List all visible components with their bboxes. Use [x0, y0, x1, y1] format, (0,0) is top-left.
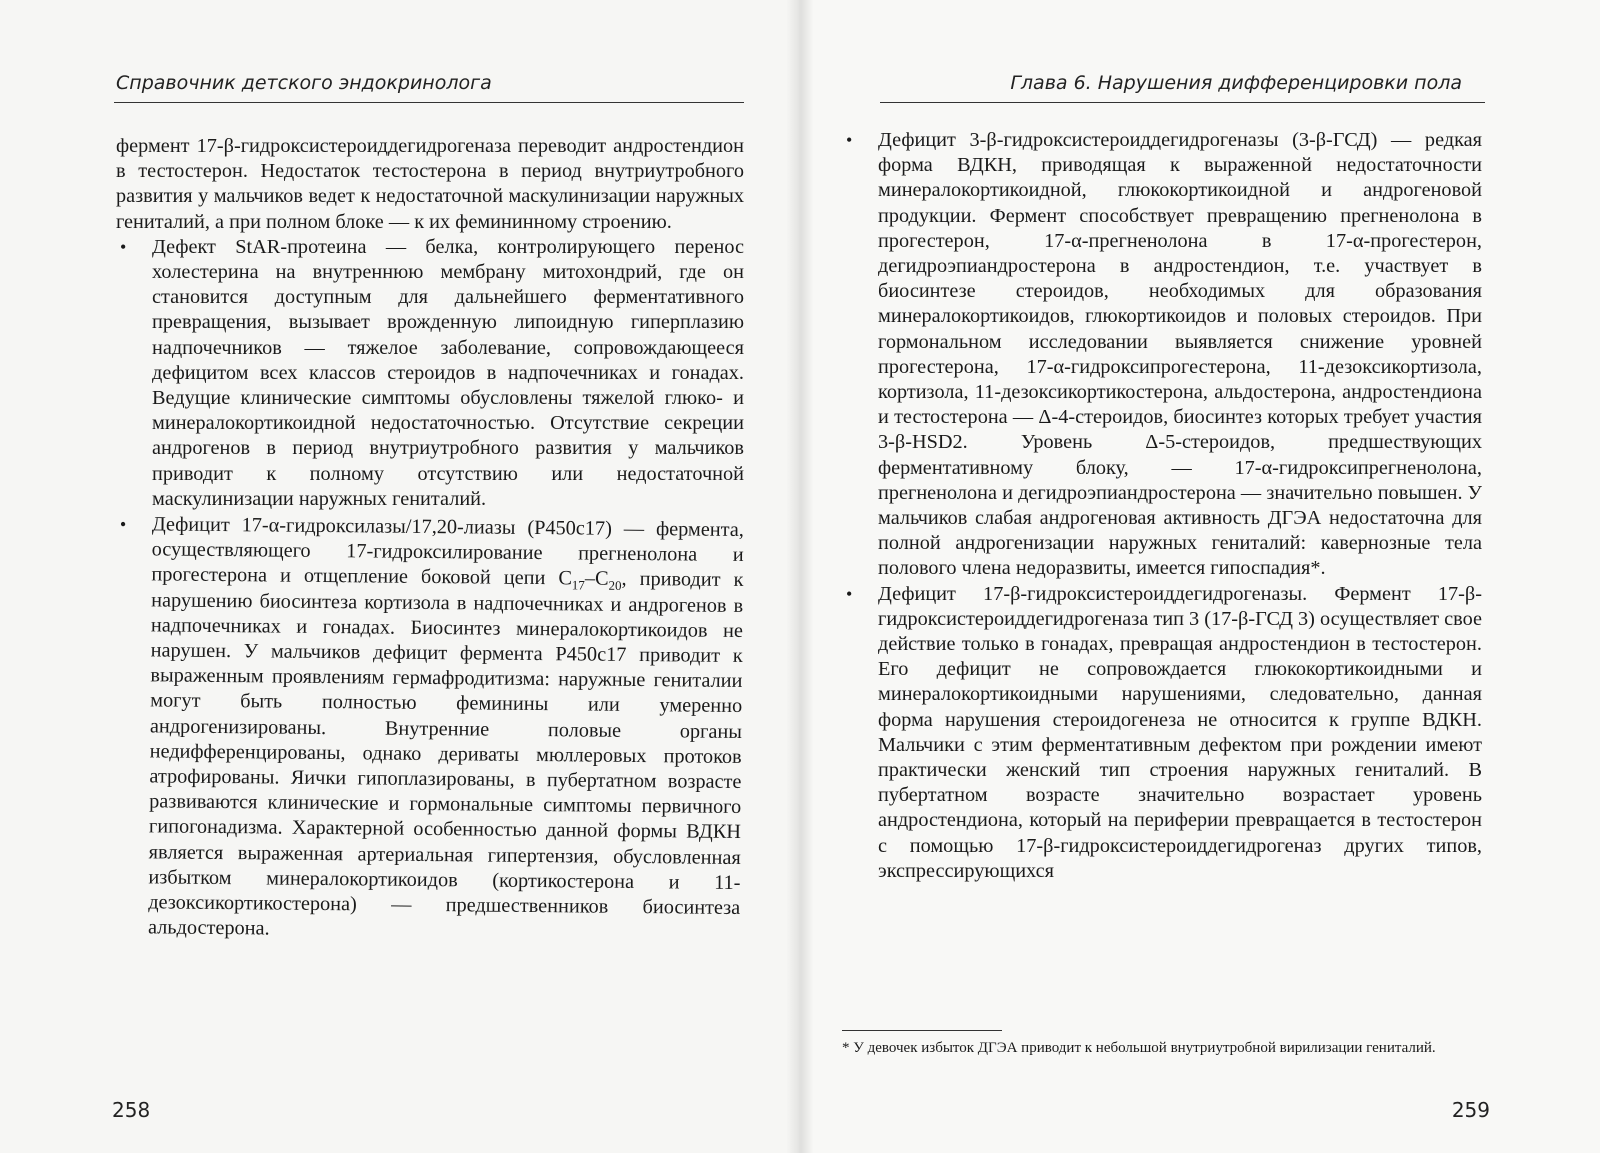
subscript-dash: –C	[584, 567, 609, 591]
book-gutter-shadow	[786, 0, 814, 1153]
body-text-left	[116, 134, 744, 941]
subscript-17: 17	[571, 577, 585, 594]
bullet-list-left	[116, 235, 744, 941]
bullet-icon: •	[846, 130, 853, 150]
intro-paragraph: фермент 17-β-гидроксистероиддегидрогеназа переводит андростендион в тестостерон. Недостаток тестостерона в период внутриутробного развития у мальчиков ведет к недостаточной маскулинизации наружных гениталий, а при полном блоке — к их фемининному строению.	[116, 135, 744, 233]
list-item	[842, 128, 1482, 582]
list-item-text: Дефицит 3-β-гидроксистероиддегидрогеназы (3-β-ГСД) — редкая форма ВДКН, приводящая к выраженной недостаточности минералокортикоидной, глюкокортикоидной и андрогеновой продукции. Фермент способствует превращению прегненолона в прогестерон, 17-α-прегненолона в 17-α-прогестерон, дегидроэпиандростерона в андростендион, т.е. участвует в биосинтезе стероидов, необходимых для образования минералокортикоидов, глюкортикоидов и половых стероидов. При гормональном исследовании выявляется снижение уровней прогестерона, 17-α-гидроксипрогестерона, 11-дезоксикортизола, кортизола, 11-дезоксикортикостерона, альдостерона, андростендиона и тестостерона — Δ-4-стероидов, биосинтез которых требует участия 3-β-HSD2. Уровень Δ-5-стероидов, предшествующих ферментативному блоку, — 17-α-гидроксипрегненолона, прегненолона и дегидроэпиандростерона — значительно повышен. У мальчиков слабая андрогеновая активность ДГЭА недостаточна для полной андрогенизации наружных гениталий: кавернозные тела полового члена недоразвиты, имеется гипоспадия*.	[878, 129, 1482, 580]
list-item	[116, 235, 744, 512]
right-page	[800, 0, 1600, 1153]
bullet-icon: •	[119, 514, 127, 535]
bullet-icon: •	[846, 583, 853, 604]
bullet-icon: •	[120, 236, 127, 257]
list-item-text-part2: , приводит к нарушению биосинтеза кортизола в надпочечниках и андрогенов в надпочечниках и гонадах. Биосинтез минералокортикоидов не нарушен. У мальчиков дефицит фермента P450c17 приводит к выраженным проявлениям гермафродитизма: наружные гениталии могут быть полностью феминины или умеренно андрогенизированы. Внутренние половые органы недифференцированы, однако дериваты мюллеровых протоков атрофированы. Яички гипоплазированы, в пубертатном возрасте развиваются клинические и гормональные симптомы первичного гипогонадизма. Характерной особенностью данной формы ВДКН является выраженная артериальная гипертензия, обусловленная избытком минералокортикоидов (кортикостерона и 11-дезоксикортикостерона) — предшественников биосинтеза альдостерона.	[147, 568, 744, 940]
page-number-right: 259	[1451, 1098, 1490, 1122]
subscript-20: 20	[608, 578, 622, 594]
footnote-rule	[842, 1030, 1002, 1031]
header-rule-right	[880, 102, 1485, 103]
running-head-left: Справочник детского эндокринолога	[116, 72, 492, 94]
list-item-text-part1: Дефицит 17-α-гидроксилазы/17,20-лиазы (P450c17) — фермента, осуществляющего 17-гидроксилирование прегненолона и прогестерона и отщепление боковой цепи C	[151, 513, 744, 590]
footnote: * У девочек избыток ДГЭА приводит к небольшой внутриутробной вирилизации гениталий.	[842, 1040, 1436, 1056]
list-item-text: Дефицит 17-β-гидроксистероиддегидрогеназы. Фермент 17-β-гидроксистероиддегидрогеназа тип 3 (17-β-ГСД 3) осуществляет свое действие только в гонадах, превращая андростендион в тестостерон. Его дефицит не сопровождается глюкокортикоидными и минералокортикоидными нарушениями, следовательно, данная форма нарушения стероидогенеза не относится к группе ВДКН. Мальчики с этим ферментативным дефектом при рождении имеют практически женский тип строения наружных гениталий. В пубертатном возрасте значительно возрастает уровень андростендиона, который на периферии превращается в тестостерон с помощью 17-β-гидроксистероиддегидрогеназ других типов, экспрессирующихся	[878, 582, 1482, 882]
list-item	[842, 582, 1482, 884]
list-item-text: Дефект StAR-протеина — белка, контролирующего перенос холестерина на внутреннюю мембрану митохондрий, где он становится доступным для дальнейшего ферментативного превращения, вызывает врожденную липоидную гиперплазию надпочечников — тяжелое заболевание, сопровождающееся дефицитом всех классов стероидов в надпочечниках и гонадах. Ведущие клинические симптомы обусловлены тяжелой глюко- и минералокортикоидной недостаточностью. Отсутствие секреции андрогенов в период внутриутробного развития у мальчиков приводит к полному отсутствию или недостаточной маскулинизации наружных гениталий.	[152, 235, 744, 510]
bullet-list-right	[842, 128, 1482, 884]
list-item	[112, 512, 744, 946]
body-text-right	[842, 128, 1482, 884]
page-number-left: 258	[112, 1098, 151, 1122]
running-head-right: Глава 6. Нарушения дифференцировки пола	[1010, 72, 1462, 94]
header-rule-left	[114, 102, 744, 103]
